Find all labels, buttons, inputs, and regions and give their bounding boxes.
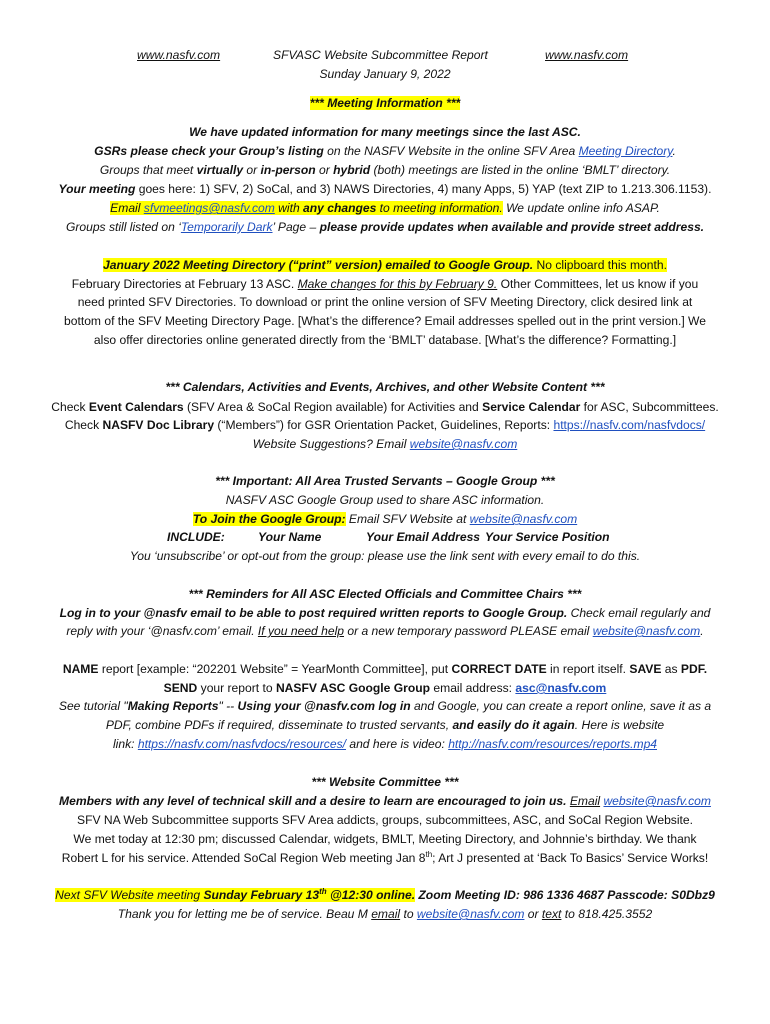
reminders-line-2: reply with your ‘@nasfv.com’ email. If you need help or a new temporary password PLEASE email website@nasfv.com. [66, 624, 704, 638]
sfvmeetings-email-link[interactable]: sfvmeetings@nasfv.com [143, 201, 275, 215]
include-position: Your Service Position [485, 530, 610, 544]
directory-line-3: need printed SFV Directories. To download or print the online version of SFV Meeting Directory, click desired link at [77, 295, 693, 309]
google-group-heading: *** Important: All Area Trusted Servants – Google Group *** [215, 474, 555, 488]
website-email-link[interactable]: website@nasfv.com [409, 437, 518, 451]
include-label: INCLUDE: [167, 530, 225, 544]
asc-email-link[interactable]: asc@nasfv.com [515, 681, 607, 695]
calendars-line-3: Website Suggestions? Email website@nasfv.com [252, 437, 518, 451]
meeting-info-line-5: Email sfvmeetings@nasfv.com with any changes to meeting information. We update online info ASAP. [110, 201, 660, 215]
calendars-line-2: Check NASFV Doc Library (“Members”) for GSR Orientation Packet, Guidelines, Reports: https://nasfv.com/nasfvdocs/ [64, 418, 706, 432]
reminders-line-5: See tutorial "Making Reports" -- Using your @nasfv.com log in and Google, you can create a report online, save it as a [58, 699, 712, 713]
reminders-line-7: link: https://nasfv.com/nasfvdocs/resources/ and here is video: http://nasfv.com/resources/reports.mp4 [112, 737, 658, 751]
reminders-line-1: Log in to your @nasfv email to be able to post required written reports to Google Group. Check email regularly and [59, 606, 711, 620]
meeting-info-line-4: Your meeting goes here: 1) SFV, 2) SoCal, and 3) NAWS Directories, 4) many Apps, 5) YAP (text ZIP to 1.213.306.1153). [58, 182, 712, 196]
reminders-heading: *** Reminders for All ASC Elected Officials and Committee Chairs *** [188, 587, 582, 601]
reminders-line-6: PDF, combine PDFs if required, disseminate to trusted servants, and easily do it again. Here is website [105, 718, 665, 732]
website-committee-line-1: Members with any level of technical skill and a desire to learn are encouraged to join us. Email website@nasfv.com [59, 794, 711, 808]
meeting-info-line-3: Groups that meet virtually or in-person or hybrid (both) meetings are listed in the online ‘BMLT’ directory. [99, 163, 671, 177]
join-committee-email-link[interactable]: website@nasfv.com [603, 794, 711, 808]
google-group-line-4: You ‘unsubscribe’ or opt-out from the group: please use the link sent with every email to do this. [129, 549, 641, 563]
reports-video-link[interactable]: http://nasfv.com/resources/reports.mp4 [448, 737, 658, 751]
footer-email-link[interactable]: website@nasfv.com [416, 907, 525, 921]
website-committee-line-4: Robert L for his service. Attended SoCal Region Web meeting Jan 8th; Art J presented at ‘Back To Basics’ Service Works! [61, 849, 709, 865]
header-left-link[interactable]: www.nasfv.com [137, 48, 221, 62]
directory-line-2: February Directories at February 13 ASC. Make changes for this by February 9. Other Committees, let us know if you [71, 277, 699, 291]
resources-link[interactable]: https://nasfv.com/nasfvdocs/resources/ [137, 737, 346, 751]
website-committee-line-3: We met today at 12:30 pm; discussed Calendar, widgets, BMLT, Meeting Directory, and Johnnie’s birthday. We thank [73, 832, 697, 846]
reminders-line-3: NAME report [example: “202201 Website” = YearMonth Committee], put CORRECT DATE in report itself. SAVE as PDF. [62, 662, 708, 676]
temporarily-dark-link[interactable]: Temporarily Dark [180, 220, 273, 234]
directory-line-4: bottom of the SFV Meeting Directory Page. [What’s the difference? Email addresses spelled out in the print version.] We [64, 314, 706, 328]
join-group-email-link[interactable]: website@nasfv.com [469, 512, 578, 526]
directory-line-1: January 2022 Meeting Directory (“print” version) emailed to Google Group. No clipboard this month. [103, 258, 667, 272]
meeting-info-line-2: GSRs please check your Group’s listing on the NASFV Website in the online SFV Area Meeting Directory. [94, 144, 676, 158]
report-date: Sunday January 9, 2022 [319, 67, 451, 81]
meeting-info-line-6: Groups still listed on ‘Temporarily Dark’ Page – please provide updates when available and provide street address. [65, 220, 705, 234]
calendars-heading: *** Calendars, Activities and Events, Archives, and other Website Content *** [165, 380, 605, 394]
next-meeting-line: Next SFV Website meeting Sunday February 13th @12:30 online. Zoom Meeting ID: 986 1336 4687 Passcode: S0Dbz9 [55, 886, 715, 902]
include-email: Your Email Address [366, 530, 481, 544]
thank-you-line: Thank you for letting me be of service. Beau M email to website@nasfv.com or text to 818.425.3552 [117, 907, 653, 921]
report-title: SFVASC Website Subcommittee Report [273, 48, 488, 62]
meeting-directory-link[interactable]: Meeting Directory [578, 144, 673, 158]
header-right-link[interactable]: www.nasfv.com [545, 48, 629, 62]
nasfvdocs-link[interactable]: https://nasfv.com/nasfvdocs/ [553, 418, 706, 432]
help-email-link[interactable]: website@nasfv.com [592, 624, 701, 638]
google-group-line-2: To Join the Google Group: Email SFV Website at website@nasfv.com [192, 512, 578, 526]
include-name: Your Name [258, 530, 322, 544]
reminders-line-4: SEND your report to NASFV ASC Google Group email address: asc@nasfv.com [163, 681, 607, 695]
google-group-line-1: NASFV ASC Google Group used to share ASC information. [225, 493, 545, 507]
meeting-info-heading: *** Meeting Information *** [309, 96, 461, 110]
meeting-info-line-1: We have updated information for many meetings since the last ASC. [189, 125, 581, 139]
website-committee-heading: *** Website Committee *** [311, 775, 459, 789]
calendars-line-1: Check Event Calendars (SFV Area & SoCal Region available) for Activities and Service Calendar for ASC, Subcommittees. [51, 400, 719, 414]
website-committee-line-2: SFV NA Web Subcommittee supports SFV Area addicts, groups, subcommittees, ASC, and SoCal Region Website. [77, 813, 693, 827]
directory-line-5: also offer directories online generated directly from the ‘BMLT’ database. [What’s the difference? Formatting.] [93, 333, 677, 347]
